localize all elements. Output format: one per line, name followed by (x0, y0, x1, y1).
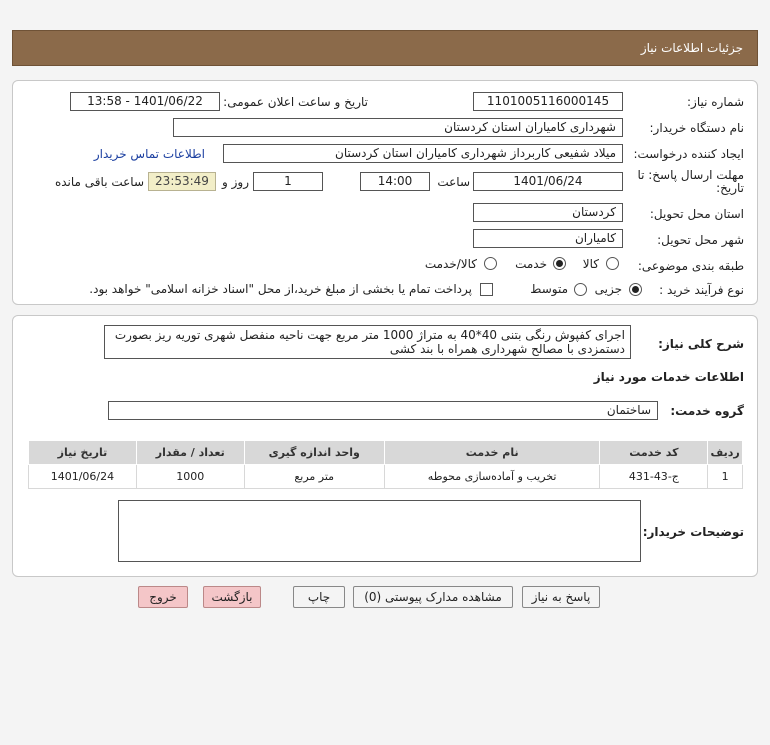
reply-button[interactable]: پاسخ به نیاز (522, 586, 600, 608)
buyer-notes-box (118, 500, 641, 562)
col-quantity: تعداد / مقدار (136, 441, 244, 465)
requester-label: ایجاد کننده درخواست: (633, 147, 744, 161)
services-table-header (29, 441, 743, 465)
services-table (28, 440, 743, 489)
buyer-org-field: شهرداری کامیاران استان کردستان (173, 118, 623, 137)
process-option-medium: متوسط (530, 282, 568, 296)
category-option-goods: کالا (582, 257, 599, 271)
col-unit: واحد اندازه گیری (244, 441, 384, 465)
process-radio-minor[interactable] (629, 283, 642, 296)
treasury-payment-note: پرداخت تمام یا بخشی از مبلغ خرید،از محل "اسناد خزانه اسلامی" خواهد بود. (89, 282, 472, 296)
category-radio-service[interactable] (553, 257, 566, 270)
days-field: 1 (253, 172, 323, 191)
print-button[interactable]: چاپ (293, 586, 345, 608)
category-option-service: خدمت (515, 257, 547, 271)
deadline-time-label: ساعت (437, 175, 470, 189)
category-label: طبقه بندی موضوعی: (637, 259, 744, 273)
summary-box (104, 325, 631, 359)
cell-row: 1 (708, 465, 743, 489)
need-number-label: شماره نیاز: (687, 95, 744, 109)
remaining-label: ساعت باقی مانده (54, 175, 144, 189)
announce-datetime-field: 1401/06/22 - 13:58 (70, 92, 220, 111)
col-row: ردیف (708, 441, 743, 465)
cell-quantity: 1000 (136, 465, 244, 489)
need-number-field: 1101005116000145 (473, 92, 623, 111)
summary-line-2: دستمزدی با مصالح شهرداری همراه با بند کشی (389, 342, 625, 356)
table-row (29, 465, 743, 489)
city-label: شهر محل تحویل: (657, 233, 744, 247)
summary-label: شرح کلی نیاز: (658, 337, 744, 351)
exit-button[interactable]: خروج (138, 586, 188, 608)
category-option-goods-service: کالا/خدمت (424, 257, 477, 271)
cell-service-name: تخریب و آماده‌سازی محوطه (384, 465, 600, 489)
cell-unit: متر مربع (244, 465, 384, 489)
cell-service-code: ج-43-431 (600, 465, 708, 489)
col-service-name: نام خدمت (384, 441, 600, 465)
requester-field: میلاد شفیعی کاربرداز شهرداری کامیاران استان کردستان (223, 144, 623, 163)
view-attachments-button[interactable]: مشاهده مدارک پیوستی (0) (353, 586, 513, 608)
summary-line-1: اجرای کفپوش رنگی بتنی 40*40 به متراژ 1000 متر مربع جهت ناحیه منفصل شهری توریه ریز بصورت (114, 328, 625, 342)
treasury-payment-checkbox[interactable] (480, 283, 493, 296)
page-header (12, 30, 758, 66)
col-service-code: کد خدمت (600, 441, 708, 465)
col-need-date: تاریخ نیاز (29, 441, 137, 465)
service-group-label: گروه خدمت: (670, 404, 744, 418)
process-option-minor: جزیی (594, 282, 622, 296)
back-button[interactable]: بازگشت (203, 586, 261, 608)
cell-need-date: 1401/06/24 (29, 465, 137, 489)
announce-label: تاریخ و ساعت اعلان عمومی: (223, 95, 368, 109)
category-radio-goods[interactable] (606, 257, 619, 270)
services-section-title: اطلاعات خدمات مورد نیاز (593, 370, 744, 384)
province-label: استان محل تحویل: (649, 207, 744, 221)
buyer-org-label: نام دستگاه خریدار: (649, 121, 744, 135)
city-field: کامیاران (473, 229, 623, 248)
buyer-notes-label: توضیحات خریدار: (642, 525, 744, 539)
remaining-timer: 23:53:49 (148, 172, 216, 191)
deadline-label: مهلت ارسال پاسخ: تا (637, 168, 744, 182)
service-group-field: ساختمان (108, 401, 658, 420)
deadline-date-field: 1401/06/24 (473, 172, 623, 191)
province-field: کردستان (473, 203, 623, 222)
deadline-time-field: 14:00 (360, 172, 430, 191)
process-label: نوع فرآیند خرید : (659, 283, 744, 297)
days-label: روز و (222, 175, 249, 189)
category-radio-goods-service[interactable] (484, 257, 497, 270)
buyer-contact-link[interactable]: اطلاعات تماس خریدار (93, 147, 205, 161)
process-radio-medium[interactable] (574, 283, 587, 296)
deadline-date-label: تاریخ: (716, 181, 744, 195)
page-title: جزئیات اطلاعات نیاز (640, 41, 743, 55)
